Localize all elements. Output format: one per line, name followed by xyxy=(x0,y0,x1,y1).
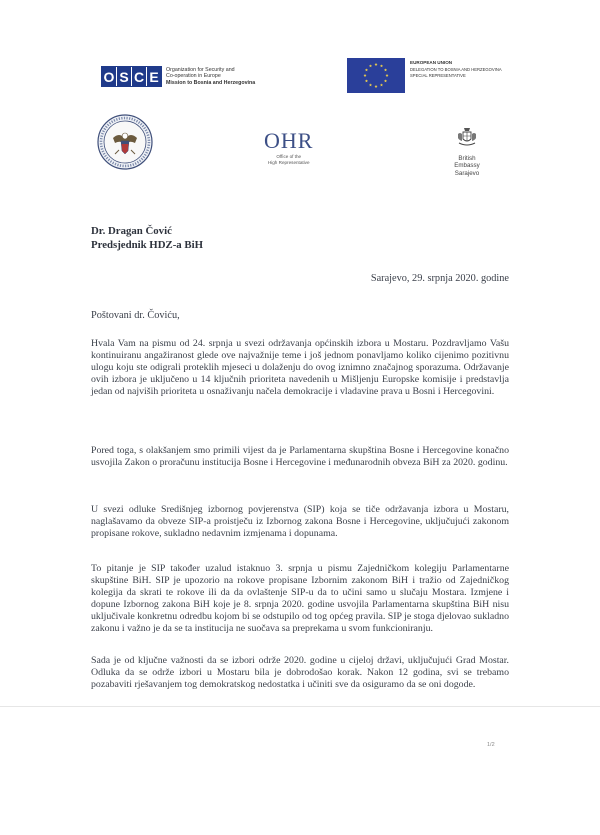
ohr-wordmark: OHR xyxy=(264,128,314,153)
eu-star-icon xyxy=(365,79,368,82)
eu-line-2: SPECIAL REPRESENTATIVE xyxy=(410,73,466,78)
recipient-block xyxy=(91,225,203,252)
eu-star-icon xyxy=(384,68,387,71)
paragraph xyxy=(91,655,509,691)
osce-line-2: Co-operation in Europe xyxy=(166,73,221,80)
eu-stars-icon xyxy=(347,58,405,93)
eu-star-icon xyxy=(369,64,372,67)
british-line-1: British Embassy xyxy=(454,155,480,170)
osce-caption xyxy=(166,67,255,86)
paragraph-text: U svezi odluke Središnjeg izbornog povjerenstva (SIP) koja se tiče održavanja izbora u Mostaru, naglašavamo da obveze SIP-a proistječu iz Izbornog zakona Bosne i Hercegovine, uključujući zakonom propisane rokove, sukladno nedavnim izmjenama i dopunama. xyxy=(91,504,509,539)
ohr-line-2: High Representative xyxy=(267,159,310,165)
paragraph xyxy=(91,504,509,540)
eu-star-icon xyxy=(374,85,377,88)
eu-star-icon xyxy=(363,74,366,77)
recipient-name: Dr. Dragan Čović xyxy=(91,225,172,237)
ohr-line-1: Office of the xyxy=(276,154,302,159)
ohr-caption xyxy=(264,154,313,165)
paragraph-text: To pitanje je SIP također uzalud istaknuo 3. srpnja u pismu Zajedničkom kolegiju Parlamentarne skupštine BiH. SIP je upozorio na rokove propisane Izbornim zakonom BiH i tražio od Zajedničkog kolegija da skrati te rokove ili da da ovlaštenje SIP-u da to učini samo u slučaju Mostara. Izmjene i dopune Izbornog zakona BiH koje je 8. srpnja 2020. godine usvojila Parlamentarna skupština BiH nisu uključivale konkretnu odredbu kojom bi se odstupilo od tog općeg pravila. SIP je stoga djelovao sukladno zakonu i važno je da se ta institucija ne suočava sa preprekama u svom funkcioniranju. xyxy=(91,563,509,634)
paragraph xyxy=(91,338,509,398)
paragraph-text: Sada je od ključne važnosti da se izbori održe 2020. godine u cijeloj državi, uključujući Grad Mostar. Odluka da se održe izbori u Mostaru bila je dobrodošao korak. Nakon 12 godina, svi se trebamo pozabaviti rješavanjem tog demokratskog nedostatka i učiniti sve da osiguramo da se oni dogode. xyxy=(91,655,509,690)
eu-star-icon xyxy=(369,83,372,86)
osce-letters xyxy=(101,66,162,87)
eu-star-icon xyxy=(384,79,387,82)
eu-star-icon xyxy=(385,74,388,77)
eu-flag-icon xyxy=(347,58,405,93)
eu-star-icon xyxy=(380,83,383,86)
paragraph xyxy=(91,563,509,634)
paragraph-text: Pored toga, s olakšanjem smo primili vijest da je Parlamentarna skupština Bosne i Hercegovine konačno usvojila Zakon o proračunu institucija Bosne i Hercegovine i međunarodnih obveza BiH za 2020. godinu. xyxy=(91,445,509,468)
ohr-logo xyxy=(264,130,313,165)
eu-star-icon xyxy=(374,63,377,66)
osce-letter: O xyxy=(102,67,117,86)
paragraph xyxy=(91,445,509,469)
osce-line-3: Mission to Bosnia and Herzegovina xyxy=(166,79,256,86)
recipient-title: Predsjednik HDZ-a BiH xyxy=(91,238,203,251)
british-embassy-caption xyxy=(447,155,487,177)
eu-line-1: DELEGATION TO BOSNIA AND HERZEGOVINA xyxy=(410,66,502,72)
page-number: 1/2 xyxy=(487,742,495,748)
osce-letter: E xyxy=(147,67,161,86)
osce-line-1: Organization for Security and xyxy=(166,67,235,74)
letter-date: Sarajevo, 29. srpnja 2020. godine xyxy=(370,273,509,284)
page-divider xyxy=(0,706,600,707)
osce-logo xyxy=(101,66,255,87)
eu-caption xyxy=(410,58,502,93)
british-line-2: Sarajevo xyxy=(454,169,480,177)
eu-star-icon xyxy=(380,64,383,67)
eu-title: EUROPEAN UNION xyxy=(410,60,453,65)
eu-logo xyxy=(347,58,502,93)
paragraph-text: Hvala Vam na pismu od 24. srpnja u svezi održavanja općinskih izbora u Mostaru. Pozdravljamo Vašu kontinuiranu angažiranost glede ove najvažnije teme i još jednom ponavljamo koliko cijenimo pozitivnu ulogu koju ste odigrali proteklih mjeseci u dolaženju do ovog iznimno značajnog sporazuma. Održavanje ovih izbora je uključeno u 14 ključnih prioriteta navedenih u Mišljenju Europske komisije i predstavlja jedan od najviših prioriteta u osnaživanju načela demokracije i vladavine prava u Bosni i Hercegovini. xyxy=(91,338,509,397)
us-embassy-seal-icon xyxy=(97,114,153,170)
osce-letter: S xyxy=(117,67,132,86)
osce-letter: C xyxy=(132,67,147,86)
greeting: Poštovani dr. Čoviću, xyxy=(91,310,180,321)
royal-coat-of-arms-icon xyxy=(455,126,479,148)
british-embassy-logo xyxy=(447,126,487,177)
eu-star-icon xyxy=(365,68,368,71)
